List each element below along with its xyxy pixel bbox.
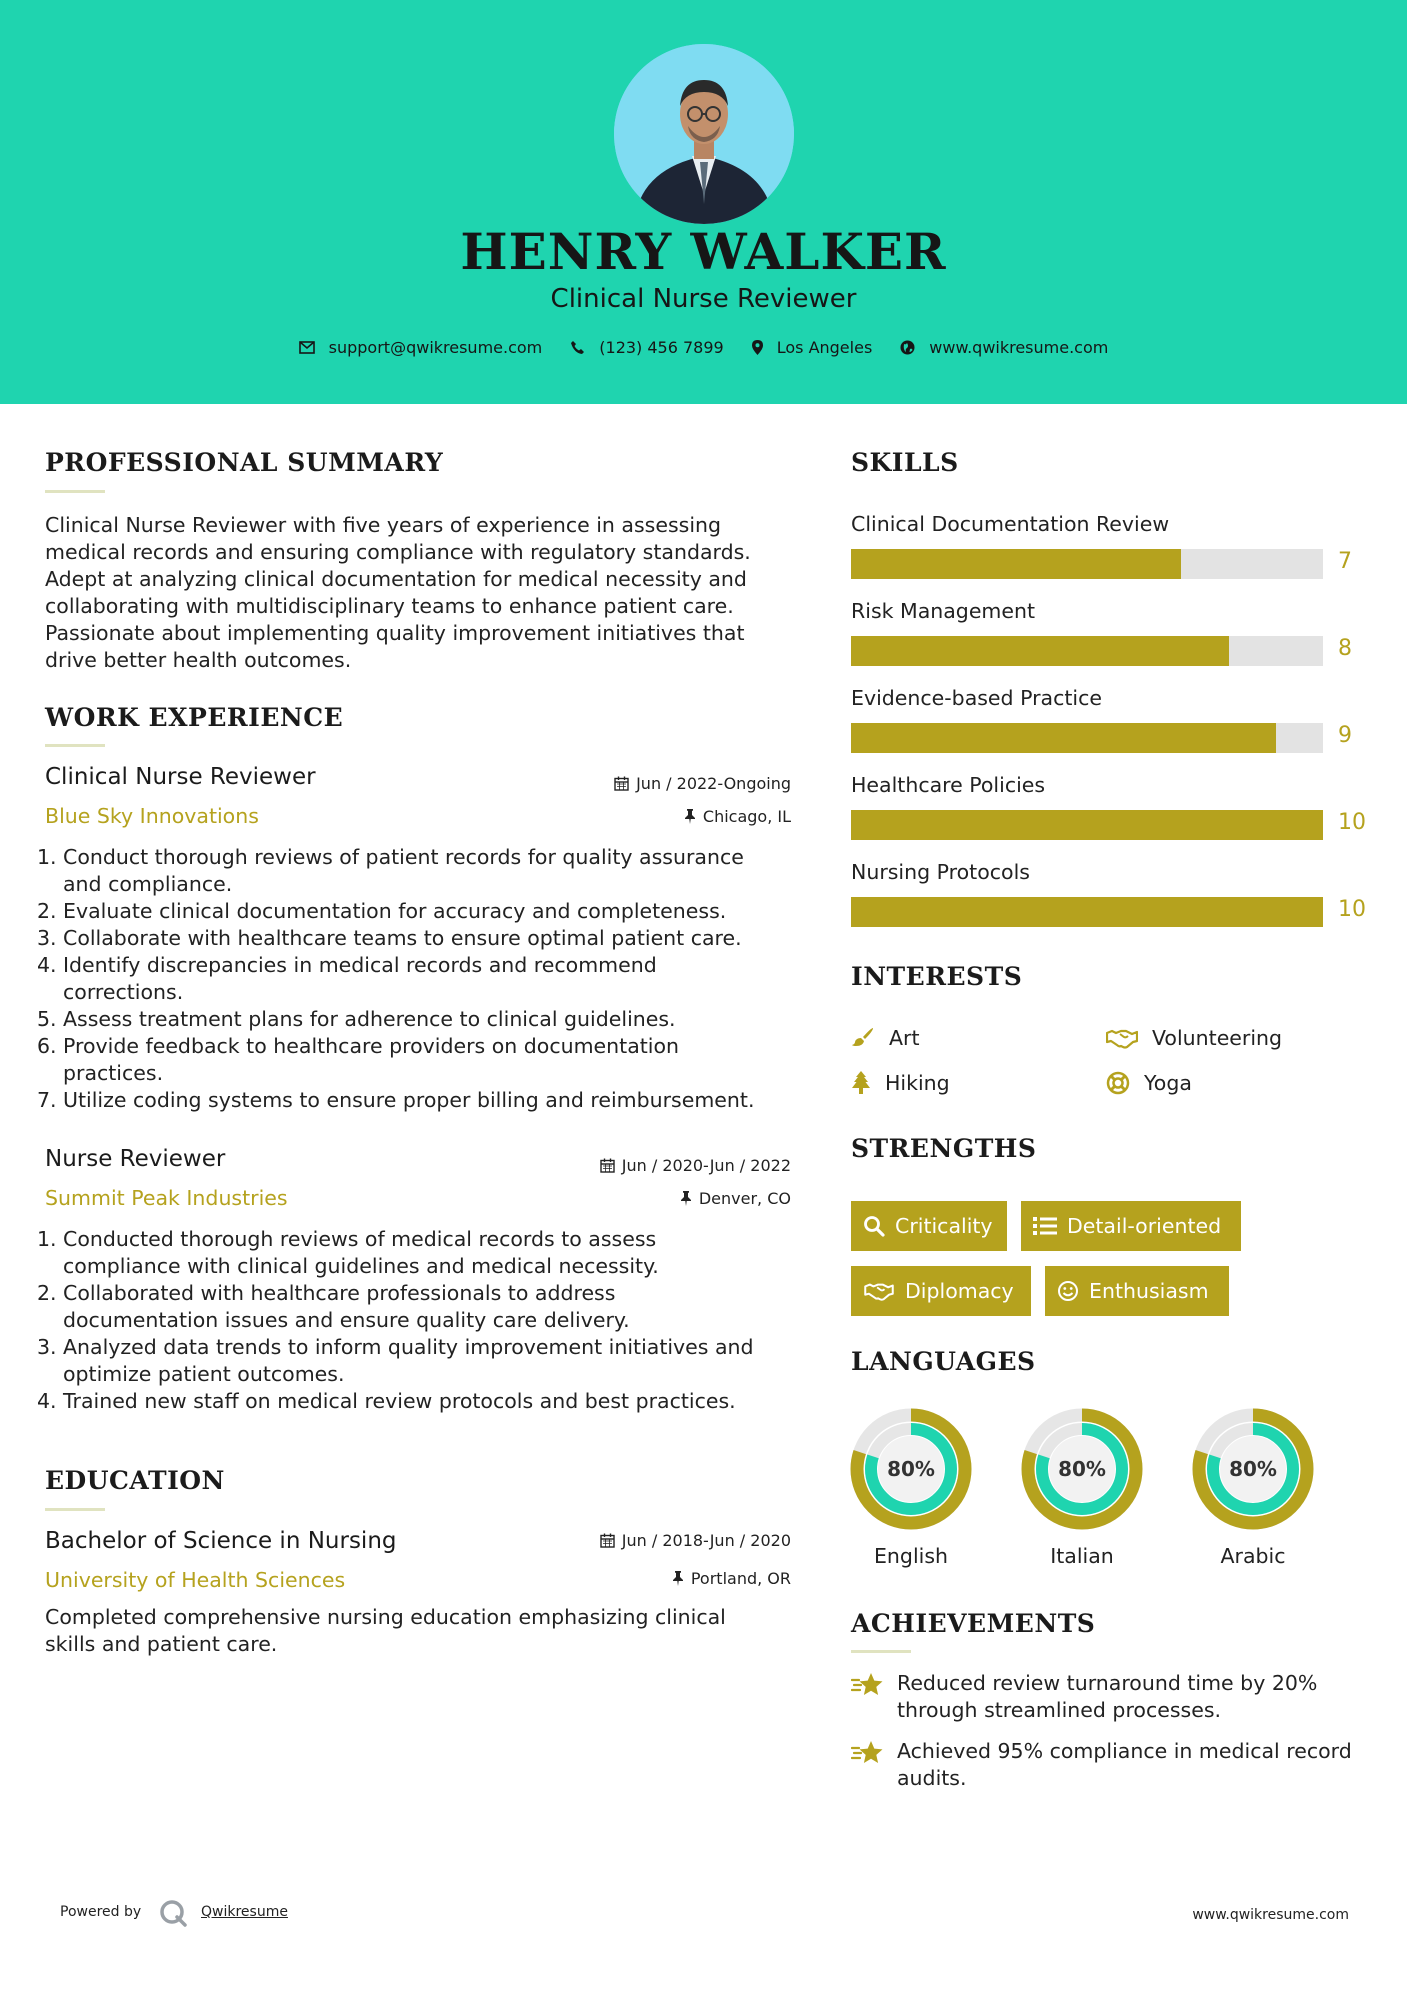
skill-bar-track bbox=[851, 636, 1323, 666]
contact-bar bbox=[0, 338, 1407, 357]
strength-label: Diplomacy bbox=[905, 1279, 1014, 1303]
language-donut bbox=[850, 1408, 972, 1530]
candidate-title: Clinical Nurse Reviewer bbox=[550, 284, 857, 314]
heading-underline bbox=[851, 1650, 911, 1653]
list-line: corrections. bbox=[63, 980, 184, 1004]
contact-location bbox=[752, 338, 873, 357]
resume-header bbox=[0, 0, 1407, 404]
heading-underline bbox=[45, 744, 105, 747]
job-company: Summit Peak Industries bbox=[45, 1186, 288, 1210]
achievement-text bbox=[897, 1670, 1317, 1724]
list-number: 1. bbox=[37, 845, 57, 869]
list-item bbox=[37, 925, 785, 952]
achievement-text bbox=[897, 1738, 1352, 1792]
language-percent: 80% bbox=[1229, 1457, 1277, 1481]
skill-bar-fill bbox=[851, 636, 1229, 666]
heading-underline bbox=[45, 1508, 105, 1511]
achievement-item bbox=[851, 1738, 1352, 1792]
language-percent: 80% bbox=[887, 1457, 935, 1481]
education-location-text: Portland, OR bbox=[690, 1569, 791, 1588]
star-icon bbox=[851, 1672, 885, 1698]
list-item bbox=[37, 952, 785, 1006]
job-duties-list bbox=[37, 844, 785, 1114]
list-item bbox=[37, 1087, 785, 1114]
contact-phone[interactable] bbox=[570, 338, 723, 357]
list-number: 6. bbox=[37, 1034, 57, 1058]
list-number: 2. bbox=[37, 1281, 57, 1305]
lifering-icon bbox=[1106, 1071, 1130, 1095]
pushpin-icon bbox=[684, 809, 696, 824]
strengths-heading: STRENGTHS bbox=[851, 1134, 1037, 1163]
star-icon bbox=[851, 1740, 885, 1766]
list-line: Conducted thorough reviews of medical records to assess bbox=[63, 1227, 657, 1251]
job-duties-list bbox=[37, 1226, 785, 1415]
summary-line: drive better health outcomes. bbox=[45, 648, 352, 672]
language-item bbox=[1192, 1408, 1314, 1534]
language-percent: 80% bbox=[1058, 1457, 1106, 1481]
language-donut bbox=[1021, 1408, 1143, 1530]
strength-badge bbox=[1045, 1266, 1229, 1316]
skill-bar-track bbox=[851, 897, 1323, 927]
skill-bar-fill bbox=[851, 810, 1323, 840]
achievement-item bbox=[851, 1670, 1317, 1724]
list-item bbox=[37, 1334, 785, 1388]
list-line: Utilize coding systems to ensure proper billing and reimbursement. bbox=[63, 1088, 755, 1112]
list-line: documentation issues and ensure quality care delivery. bbox=[63, 1308, 630, 1332]
skill-value: 10 bbox=[1338, 897, 1366, 922]
education-line: skills and patient care. bbox=[45, 1632, 278, 1656]
list-number: 3. bbox=[37, 1335, 57, 1359]
smile-icon bbox=[1057, 1280, 1079, 1302]
list-line: and compliance. bbox=[63, 872, 233, 896]
skill-bar-fill bbox=[851, 723, 1276, 753]
language-item bbox=[1021, 1408, 1143, 1534]
calendar-icon bbox=[600, 1158, 615, 1173]
job-location-text: Chicago, IL bbox=[702, 807, 791, 826]
skill-label: Risk Management bbox=[851, 599, 1036, 623]
language-donut bbox=[1192, 1408, 1314, 1530]
paintbrush-icon bbox=[851, 1026, 875, 1050]
list-line: Trained new staff on medical review protocols and best practices. bbox=[63, 1389, 736, 1413]
list-number: 5. bbox=[37, 1007, 57, 1031]
education-description bbox=[45, 1604, 726, 1658]
job-company: Blue Sky Innovations bbox=[45, 804, 259, 828]
education-date-text: Jun / 2018-Jun / 2020 bbox=[621, 1531, 791, 1550]
language-item bbox=[850, 1408, 972, 1534]
job-date bbox=[614, 774, 791, 793]
powered-by-text: Powered by bbox=[60, 1904, 142, 1920]
job-location bbox=[680, 1189, 791, 1208]
language-name: Italian bbox=[1050, 1544, 1114, 1568]
list-line: Collaborated with healthcare professionals to address bbox=[63, 1281, 616, 1305]
interest-item bbox=[1106, 1026, 1282, 1050]
job-date-text: Jun / 2022-Ongoing bbox=[636, 774, 791, 793]
skill-value: 9 bbox=[1338, 723, 1352, 748]
contact-email[interactable] bbox=[299, 338, 543, 357]
skill-label: Evidence-based Practice bbox=[851, 686, 1102, 710]
list-number: 4. bbox=[37, 1389, 57, 1413]
list-item bbox=[37, 844, 785, 898]
summary-line: Clinical Nurse Reviewer with five years of experience in assessing bbox=[45, 513, 722, 537]
qwikresume-logo-icon bbox=[158, 1898, 188, 1928]
interest-label: Yoga bbox=[1144, 1071, 1192, 1095]
list-line: Evaluate clinical documentation for accuracy and completeness. bbox=[63, 899, 727, 923]
list-line: practices. bbox=[63, 1061, 164, 1085]
language-name: English bbox=[873, 1544, 949, 1568]
job-title: Clinical Nurse Reviewer bbox=[45, 764, 316, 790]
strength-badge bbox=[851, 1266, 1031, 1316]
summary-line: collaborating with multidisciplinary teams to enhance patient care. bbox=[45, 594, 734, 618]
summary-line: medical records and ensuring compliance with regulatory standards. bbox=[45, 540, 751, 564]
list-line: Collaborate with healthcare teams to ensure optimal patient care. bbox=[63, 926, 742, 950]
website-text: www.qwikresume.com bbox=[929, 338, 1109, 357]
list-line: compliance with clinical guidelines and medical necessity. bbox=[63, 1254, 659, 1278]
skills-heading: SKILLS bbox=[851, 448, 959, 477]
interest-item bbox=[851, 1071, 950, 1095]
achievement-line: Reduced review turnaround time by 20% bbox=[897, 1671, 1318, 1695]
achievements-heading: ACHIEVEMENTS bbox=[851, 1609, 1096, 1638]
list-item bbox=[37, 1388, 785, 1415]
phone-icon bbox=[570, 340, 585, 355]
email-text: support@qwikresume.com bbox=[328, 338, 543, 357]
interest-label: Art bbox=[889, 1026, 920, 1050]
skill-bar-fill bbox=[851, 549, 1181, 579]
achievement-line: audits. bbox=[897, 1766, 967, 1790]
list-line: Conduct thorough reviews of patient records for quality assurance bbox=[63, 845, 744, 869]
handshake-icon bbox=[1106, 1026, 1138, 1050]
list-item bbox=[37, 1280, 785, 1334]
map-marker-icon bbox=[752, 340, 763, 355]
handshake-icon bbox=[863, 1280, 895, 1302]
strength-label: Enthusiasm bbox=[1089, 1279, 1209, 1303]
skill-label: Nursing Protocols bbox=[851, 860, 1030, 884]
strength-label: Detail-oriented bbox=[1067, 1214, 1222, 1238]
heading-underline bbox=[45, 490, 105, 493]
job-title: Nurse Reviewer bbox=[45, 1146, 226, 1172]
language-name: Arabic bbox=[1220, 1544, 1286, 1568]
strength-label: Criticality bbox=[895, 1214, 993, 1238]
calendar-icon bbox=[614, 776, 629, 791]
summary-text bbox=[45, 512, 751, 674]
profile-photo bbox=[614, 44, 794, 224]
list-line: Assess treatment plans for adherence to clinical guidelines. bbox=[63, 1007, 676, 1031]
interests-heading: INTERESTS bbox=[851, 962, 1023, 991]
skill-bar-track bbox=[851, 549, 1323, 579]
skill-value: 8 bbox=[1338, 636, 1352, 661]
skill-label: Clinical Documentation Review bbox=[851, 512, 1170, 536]
job-date bbox=[600, 1156, 791, 1175]
list-line: Analyzed data trends to inform quality improvement initiatives and bbox=[63, 1335, 754, 1359]
education-heading: EDUCATION bbox=[45, 1466, 225, 1495]
summary-heading: PROFESSIONAL SUMMARY bbox=[45, 448, 444, 477]
list-line: optimize patient outcomes. bbox=[63, 1362, 345, 1386]
degree-title: Bachelor of Science in Nursing bbox=[45, 1528, 397, 1554]
interest-item bbox=[851, 1026, 920, 1050]
candidate-name: HENRY WALKER bbox=[460, 222, 947, 281]
skill-bar-track bbox=[851, 723, 1323, 753]
summary-line: Adept at analyzing clinical documentation for medical necessity and bbox=[45, 567, 747, 591]
interest-item bbox=[1106, 1071, 1192, 1095]
envelope-icon bbox=[299, 341, 315, 354]
school-name: University of Health Sciences bbox=[45, 1568, 346, 1592]
experience-heading: WORK EXPERIENCE bbox=[45, 703, 344, 732]
achievement-line: through streamlined processes. bbox=[897, 1698, 1222, 1722]
languages-heading: LANGUAGES bbox=[851, 1347, 1036, 1376]
skill-value: 7 bbox=[1338, 549, 1352, 574]
skill-bar-fill bbox=[851, 897, 1323, 927]
globe-icon bbox=[900, 340, 915, 355]
contact-website[interactable] bbox=[900, 338, 1108, 357]
phone-text: (123) 456 7899 bbox=[599, 338, 724, 357]
list-number: 3. bbox=[37, 926, 57, 950]
interest-label: Hiking bbox=[885, 1071, 950, 1095]
qwikresume-link[interactable]: Qwikresume bbox=[201, 1904, 288, 1920]
tree-icon bbox=[851, 1071, 871, 1095]
list-item bbox=[37, 1006, 785, 1033]
summary-line: Passionate about implementing quality improvement initiatives that bbox=[45, 621, 745, 645]
skill-value: 10 bbox=[1338, 810, 1366, 835]
list-number: 1. bbox=[37, 1227, 57, 1251]
pushpin-icon bbox=[680, 1191, 692, 1206]
pushpin-icon bbox=[672, 1571, 684, 1586]
list-item bbox=[37, 1226, 785, 1280]
location-text: Los Angeles bbox=[776, 338, 873, 357]
education-location bbox=[672, 1569, 791, 1588]
skill-bar-track bbox=[851, 810, 1323, 840]
strength-badge bbox=[851, 1201, 1007, 1251]
job-location bbox=[684, 807, 791, 826]
list-icon bbox=[1033, 1216, 1057, 1236]
job-location-text: Denver, CO bbox=[698, 1189, 791, 1208]
education-line: Completed comprehensive nursing education emphasizing clinical bbox=[45, 1605, 726, 1629]
footer-website[interactable]: www.qwikresume.com bbox=[1192, 1907, 1349, 1923]
list-item bbox=[37, 898, 785, 925]
list-number: 2. bbox=[37, 899, 57, 923]
list-line: Identify discrepancies in medical records and recommend bbox=[63, 953, 657, 977]
search-icon bbox=[863, 1215, 885, 1237]
list-line: Provide feedback to healthcare providers on documentation bbox=[63, 1034, 680, 1058]
strength-badge bbox=[1021, 1201, 1241, 1251]
calendar-icon bbox=[600, 1533, 615, 1548]
education-date bbox=[600, 1531, 791, 1550]
skill-label: Healthcare Policies bbox=[851, 773, 1046, 797]
achievement-line: Achieved 95% compliance in medical record bbox=[897, 1739, 1352, 1763]
list-number: 7. bbox=[37, 1088, 57, 1112]
job-date-text: Jun / 2020-Jun / 2022 bbox=[621, 1156, 791, 1175]
interest-label: Volunteering bbox=[1152, 1026, 1283, 1050]
list-item bbox=[37, 1033, 785, 1087]
list-number: 4. bbox=[37, 953, 57, 977]
